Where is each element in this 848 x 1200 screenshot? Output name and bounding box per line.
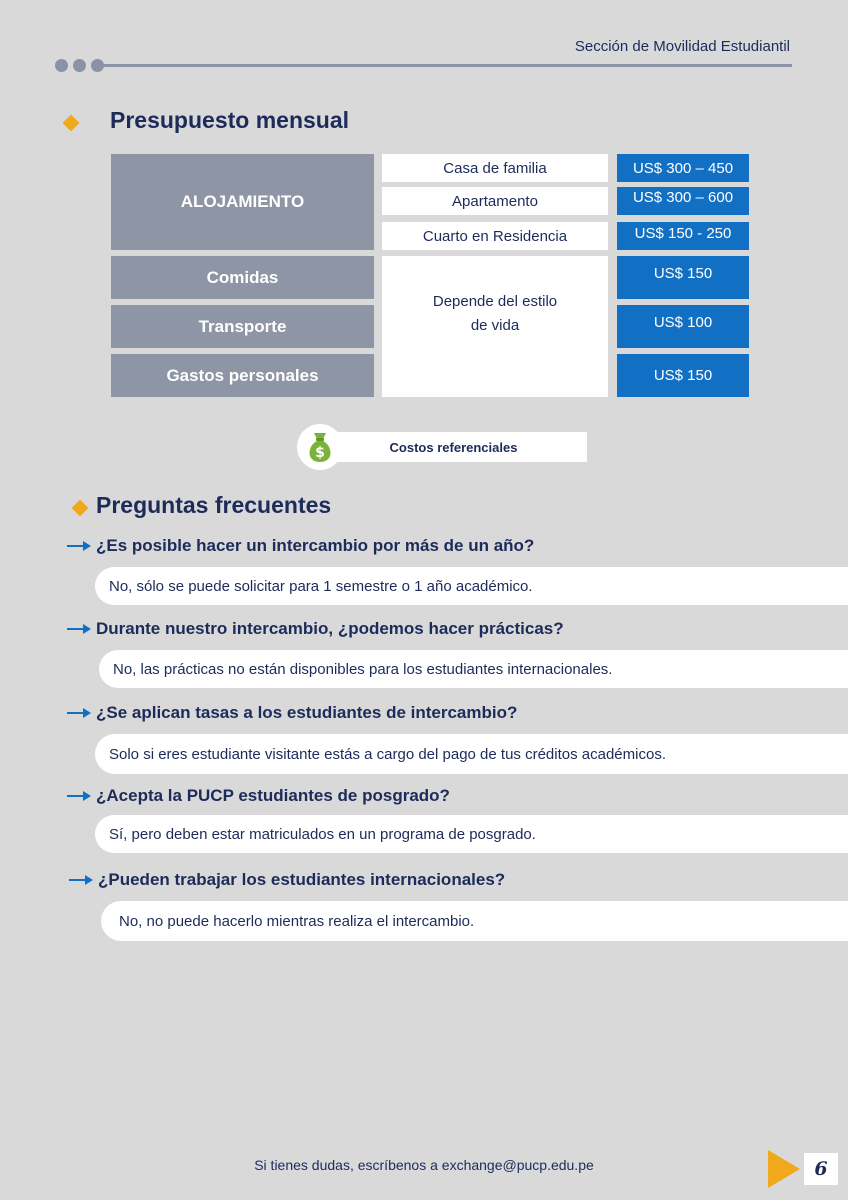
money-bag-icon <box>297 424 343 470</box>
housing-cost: US$ 300 – 450 <box>617 154 749 182</box>
expense-cost-transporte: US$ 100 <box>617 305 749 348</box>
faq-question-text: ¿Acepta la PUCP estudiantes de posgrado? <box>96 786 450 805</box>
housing-option: Casa de familia <box>382 154 608 182</box>
expense-label-comidas: Comidas <box>111 256 374 299</box>
housing-option: Cuarto en Residencia <box>382 222 608 250</box>
header-dot <box>55 59 68 72</box>
housing-cost: US$ 300 – 600 <box>617 187 749 215</box>
arrow-right-icon <box>66 622 92 636</box>
housing-cost: US$ 150 - 250 <box>617 222 749 250</box>
footer-contact: Si tienes dudas, escríbenos a exchange@pucp.edu.pe <box>254 1157 594 1173</box>
alojamiento-label: ALOJAMIENTO <box>111 154 374 250</box>
arrow-right-icon <box>68 873 94 887</box>
budget-heading: Presupuesto mensual <box>110 107 350 133</box>
page-arrow-icon <box>768 1150 800 1188</box>
housing-option: Apartamento <box>382 187 608 215</box>
faq-question <box>66 703 517 723</box>
header-dot <box>91 59 104 72</box>
faq-answer: No, las prácticas no están disponibles para los estudiantes internacionales. <box>99 650 848 688</box>
bullet-diamond-icon <box>63 115 80 132</box>
lifestyle-note: Depende del estilo de vida <box>382 256 608 397</box>
faq-question-text: ¿Pueden trabajar los estudiantes internacionales? <box>98 870 506 889</box>
faq-question-text: ¿Se aplican tasas a los estudiantes de intercambio? <box>96 703 518 722</box>
faq-answer: No, sólo se puede solicitar para 1 semestre o 1 año académico. <box>95 567 848 605</box>
expense-label-transporte: Transporte <box>111 305 374 348</box>
faq-answer: No, no puede hacerlo mientras realiza el intercambio. <box>101 901 848 941</box>
faq-answer: Sí, pero deben estar matriculados en un programa de posgrado. <box>95 815 848 853</box>
faq-question <box>66 536 534 556</box>
arrow-right-icon <box>66 789 92 803</box>
faq-question-text: Durante nuestro intercambio, ¿podemos hacer prácticas? <box>96 619 564 638</box>
svg-text:$: $ <box>315 445 325 461</box>
faq-answer: Solo si eres estudiante visitante estás a cargo del pago de tus créditos académicos. <box>95 734 848 774</box>
arrow-right-icon <box>66 706 92 720</box>
expense-cost-comidas: US$ 150 <box>617 256 749 299</box>
faq-question <box>66 619 564 639</box>
faq-question-text: ¿Es posible hacer un intercambio por más de un año? <box>96 536 535 555</box>
bullet-diamond-icon <box>72 500 89 517</box>
arrow-right-icon <box>66 539 92 553</box>
page-number: 6 <box>804 1153 838 1185</box>
header-rule <box>98 64 792 67</box>
expense-label-gastos: Gastos personales <box>111 354 374 397</box>
header-dot <box>73 59 86 72</box>
reference-costs-label: Costos referenciales <box>320 432 587 462</box>
expense-cost-gastos: US$ 150 <box>617 354 749 397</box>
faq-question <box>68 870 505 890</box>
section-title: Sección de Movilidad Estudiantil <box>574 38 790 55</box>
faq-heading: Preguntas frecuentes <box>96 492 332 518</box>
faq-question <box>66 786 450 806</box>
